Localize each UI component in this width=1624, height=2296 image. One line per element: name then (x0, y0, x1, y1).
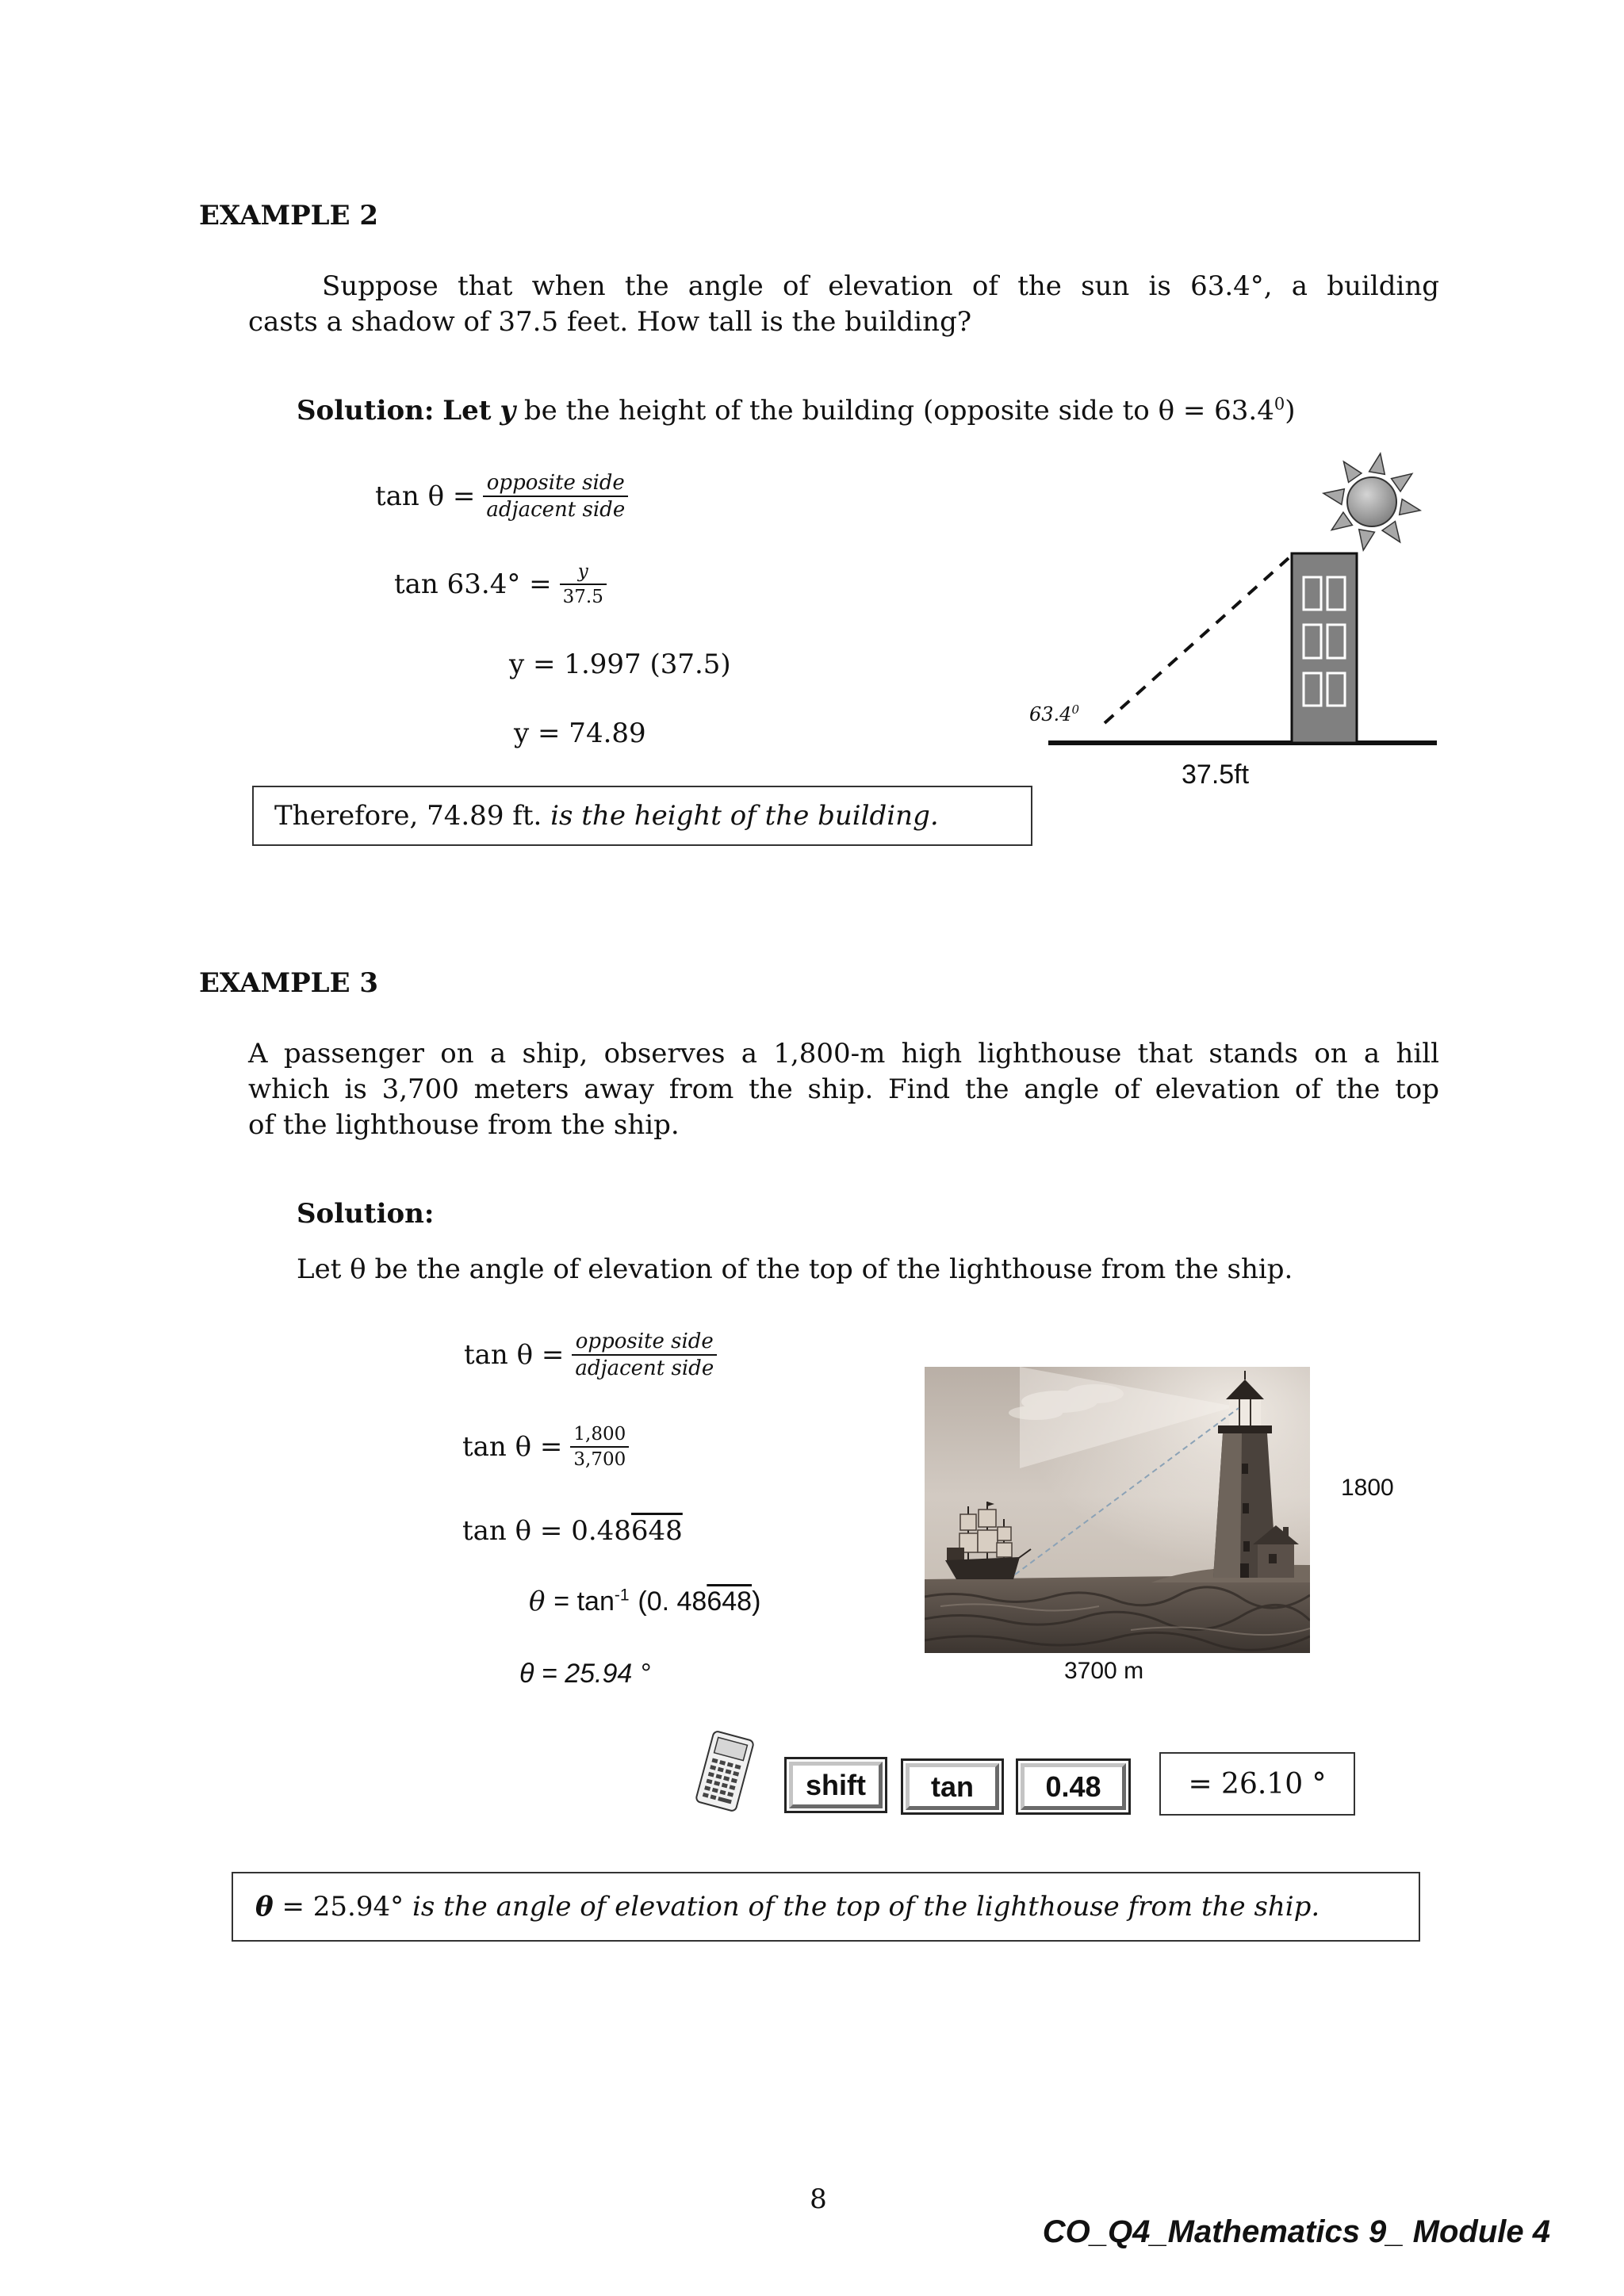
module-footer: CO_Q4_Mathematics 9_ Module 4 (1042, 2214, 1550, 2249)
equation-tan-ratio (464, 1319, 717, 1391)
inverse-superscript: -1 (614, 1586, 630, 1605)
example-3-solution-label: Solution: (297, 1198, 435, 1230)
shadow-length-label: 37.5ft (1182, 760, 1250, 790)
solution-let: Let (442, 395, 492, 427)
equation-decimal (462, 1513, 683, 1548)
fraction-denominator: adjacent side (486, 498, 626, 522)
calculator-key-tan (901, 1758, 1004, 1815)
sea (925, 1575, 1310, 1653)
solution-label: Solution: (297, 395, 435, 427)
conclusion-statement: is the angle of elevation of the top of the lighthouse from the ship. (412, 1891, 1320, 1923)
theta-symbol: θ (529, 1586, 546, 1617)
building-shadow-diagram (1015, 428, 1459, 761)
degree-superscript: 0 (1274, 394, 1285, 414)
fraction-denominator: adjacent side (575, 1357, 714, 1380)
equation-lhs: tan θ = (375, 480, 476, 512)
example-3-let-statement: Let θ be the angle of elevation of the top of the lighthouse from the ship. (297, 1253, 1293, 1285)
equation-answer: θ = 25.94 ° (519, 1659, 651, 1689)
building (1292, 553, 1357, 743)
equation-substitute (462, 1411, 629, 1483)
equation-lhs: tan θ = (462, 1431, 563, 1463)
example-3-conclusion-box (232, 1872, 1420, 1942)
ship-distance-label: 3700 m (1064, 1658, 1144, 1684)
equation-tan-ratio (375, 461, 628, 532)
equation-lhs: tan θ = (464, 1339, 565, 1371)
closing-parenthesis: ) (752, 1586, 761, 1617)
fraction (560, 560, 607, 609)
problem-line: of the lighthouse from the ship. (248, 1109, 680, 1141)
example-2-conclusion-box (252, 786, 1032, 846)
calculator-result-box (1159, 1752, 1355, 1816)
fraction-numerator: opposite side (486, 471, 625, 495)
example-2-heading: EXAMPLE 2 (199, 200, 378, 232)
example-3-heading: EXAMPLE 3 (199, 967, 378, 999)
closing-parenthesis: ) (1285, 395, 1296, 427)
equation-inverse-tan (529, 1584, 760, 1619)
angle-value: 63.4 (1029, 703, 1072, 725)
calculator-result: = 26.10 ° (1188, 1767, 1327, 1800)
angle-superscript: 0 (1071, 702, 1079, 717)
fraction-numerator: y (577, 561, 588, 582)
key-label: 0.48 (1021, 1763, 1126, 1810)
problem-line: casts a shadow of 37.5 feet. How tall is the building? (248, 306, 972, 338)
example-2-solution-intro (297, 393, 1296, 428)
repeating-digits: 648 (707, 1586, 753, 1617)
conclusion-value: Therefore, 74.89 ft. (274, 800, 542, 832)
example-3-problem (248, 1036, 1439, 1143)
problem-line: Suppose that when the angle of elevation of the sun is 63.4°, a building (322, 270, 1439, 302)
conclusion-statement: is the height of the building. (550, 800, 939, 832)
equation-substitute (394, 549, 607, 620)
equation-multiply: y = 1.997 (37.5) (509, 649, 731, 680)
sight-line (1105, 558, 1289, 723)
fraction-denominator: 37.5 (562, 587, 603, 607)
conclusion-theta: θ (255, 1891, 274, 1923)
sun-icon (1322, 452, 1422, 552)
problem-line: A passenger on a ship, observes a 1,800-m high lighthouse that stands on a hill (248, 1038, 1439, 1070)
solution-variable: y (500, 395, 516, 427)
fraction-denominator: 3,700 (573, 1449, 626, 1470)
fraction-numerator: opposite side (575, 1330, 714, 1353)
calculator-icon (688, 1730, 762, 1813)
fraction (570, 1422, 629, 1471)
problem-line: which is 3,700 meters away from the ship. Find the angle of elevation of the top (248, 1073, 1439, 1105)
lighthouse-height-label: 1800 (1341, 1475, 1394, 1501)
key-label: tan (906, 1763, 999, 1810)
angle-label (1029, 702, 1079, 726)
fraction (483, 470, 628, 522)
conclusion-value: = 25.94° (282, 1891, 404, 1923)
page-number: 8 (810, 2183, 827, 2215)
solution-text: be the height of the building (opposite side to θ = 63.4 (523, 395, 1274, 427)
repeating-digits: 648 (630, 1515, 683, 1547)
calculator-key-value (1016, 1758, 1131, 1815)
fraction-numerator: 1,800 (573, 1424, 626, 1445)
decimal-text: tan θ = 0.48 (462, 1515, 631, 1547)
example-2-problem (248, 269, 1439, 340)
inverse-argument: (0. 48 (638, 1586, 707, 1617)
equation-lhs: tan 63.4° = (394, 568, 552, 600)
key-label: shift (789, 1762, 883, 1808)
inverse-tan-text: = tan (553, 1586, 615, 1617)
equation-result: y = 74.89 (514, 718, 646, 749)
calculator-key-shift (784, 1757, 887, 1813)
lighthouse-ship-image (925, 1367, 1310, 1653)
fraction (572, 1329, 717, 1381)
